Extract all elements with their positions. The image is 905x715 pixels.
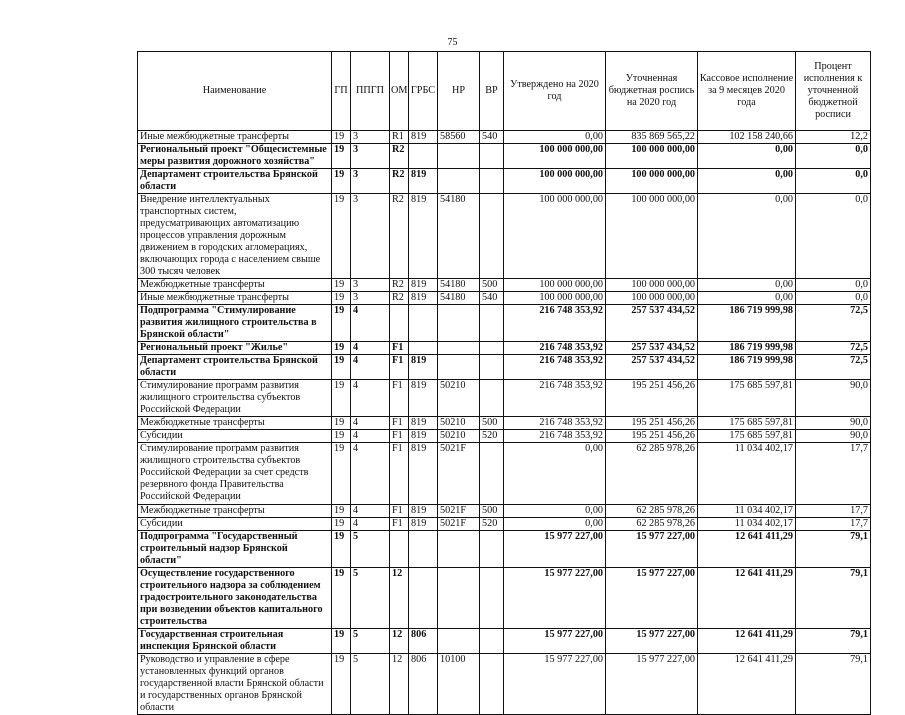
cell-refined: 100 000 000,00 (606, 279, 698, 292)
header-ppgp: ППГП (351, 52, 390, 131)
cell-refined: 100 000 000,00 (606, 194, 698, 279)
cell-om: R2 (390, 292, 409, 305)
cell-percent: 17,7 (796, 443, 871, 505)
cell-approved: 216 748 353,92 (504, 417, 606, 430)
cell-grbs: 819 (409, 505, 438, 518)
cell-vr (480, 305, 504, 342)
cell-gp: 19 (332, 430, 351, 443)
cell-np: 5021F (438, 443, 480, 505)
cell-approved: 0,00 (504, 518, 606, 531)
cell-gp: 19 (332, 380, 351, 417)
cell-ppgp: 3 (351, 194, 390, 279)
table-row (138, 194, 871, 279)
cell-vr (480, 355, 504, 380)
cell-vr (480, 654, 504, 715)
header-np: НР (438, 52, 480, 131)
cell-vr: 500 (480, 505, 504, 518)
cell-ppgp: 5 (351, 654, 390, 715)
cell-gp: 19 (332, 531, 351, 568)
budget-table (137, 51, 871, 715)
cell-approved: 100 000 000,00 (504, 279, 606, 292)
cell-refined: 100 000 000,00 (606, 292, 698, 305)
cell-np (438, 169, 480, 194)
cell-om (390, 305, 409, 342)
cell-vr (480, 443, 504, 505)
cell-name: Межбюджетные трансферты (138, 505, 332, 518)
cell-om: 12 (390, 654, 409, 715)
cell-grbs (409, 568, 438, 629)
cell-om: 12 (390, 568, 409, 629)
cell-approved: 0,00 (504, 131, 606, 144)
cell-gp: 19 (332, 629, 351, 654)
cell-grbs: 819 (409, 380, 438, 417)
cell-percent: 72,5 (796, 342, 871, 355)
cell-approved: 100 000 000,00 (504, 292, 606, 305)
cell-cash: 186 719 999,98 (698, 355, 796, 380)
cell-name: Департамент строительства Брянской области (138, 169, 332, 194)
cell-percent: 0,0 (796, 169, 871, 194)
cell-approved: 100 000 000,00 (504, 169, 606, 194)
table-row (138, 518, 871, 531)
cell-np (438, 144, 480, 169)
cell-vr (480, 568, 504, 629)
cell-name: Межбюджетные трансферты (138, 417, 332, 430)
cell-refined: 195 251 456,26 (606, 430, 698, 443)
cell-np: 50210 (438, 380, 480, 417)
header-row (138, 52, 871, 131)
cell-approved: 0,00 (504, 443, 606, 505)
cell-np: 54180 (438, 279, 480, 292)
cell-name: Субсидии (138, 430, 332, 443)
cell-approved: 100 000 000,00 (504, 194, 606, 279)
table-row (138, 629, 871, 654)
cell-grbs: 806 (409, 629, 438, 654)
cell-om: F1 (390, 430, 409, 443)
cell-name: Руководство и управление в сфере установленных функций органов государственной власти Брянской области и государственных органов Брянской области (138, 654, 332, 715)
cell-gp: 19 (332, 443, 351, 505)
cell-np: 54180 (438, 292, 480, 305)
cell-ppgp: 4 (351, 380, 390, 417)
cell-np (438, 342, 480, 355)
table-row (138, 505, 871, 518)
cell-percent: 17,7 (796, 505, 871, 518)
cell-name: Государственная строительная инспекция Брянской области (138, 629, 332, 654)
cell-grbs (409, 144, 438, 169)
cell-gp: 19 (332, 342, 351, 355)
cell-gp: 19 (332, 131, 351, 144)
header-refined: Уточненная бюджетная роспись на 2020 год (606, 52, 698, 131)
table-row (138, 279, 871, 292)
cell-vr: 520 (480, 430, 504, 443)
cell-cash: 12 641 411,29 (698, 654, 796, 715)
cell-ppgp: 3 (351, 169, 390, 194)
cell-percent: 0,0 (796, 194, 871, 279)
cell-name: Департамент строительства Брянской области (138, 355, 332, 380)
cell-om: R2 (390, 279, 409, 292)
cell-refined: 62 285 978,26 (606, 518, 698, 531)
cell-ppgp: 4 (351, 355, 390, 380)
cell-grbs: 819 (409, 194, 438, 279)
cell-om: F1 (390, 355, 409, 380)
cell-ppgp: 4 (351, 518, 390, 531)
cell-vr (480, 194, 504, 279)
cell-approved: 216 748 353,92 (504, 342, 606, 355)
table-row (138, 417, 871, 430)
cell-refined: 257 537 434,52 (606, 355, 698, 380)
cell-percent: 90,0 (796, 417, 871, 430)
cell-ppgp: 3 (351, 131, 390, 144)
cell-grbs: 819 (409, 292, 438, 305)
cell-cash: 0,00 (698, 169, 796, 194)
cell-vr (480, 380, 504, 417)
cell-cash: 175 685 597,81 (698, 430, 796, 443)
table-row (138, 654, 871, 715)
cell-name: Осуществление государственного строительного надзора за соблюдением градостроительного законодательства при возведении объектов капитального строительства (138, 568, 332, 629)
page-number: 75 (447, 37, 458, 48)
cell-om: R2 (390, 194, 409, 279)
table-row (138, 531, 871, 568)
cell-ppgp: 3 (351, 144, 390, 169)
cell-approved: 15 977 227,00 (504, 629, 606, 654)
cell-percent: 0,0 (796, 279, 871, 292)
cell-refined: 195 251 456,26 (606, 417, 698, 430)
cell-grbs: 806 (409, 654, 438, 715)
cell-refined: 15 977 227,00 (606, 654, 698, 715)
cell-om: F1 (390, 342, 409, 355)
cell-approved: 15 977 227,00 (504, 531, 606, 568)
cell-cash: 11 034 402,17 (698, 518, 796, 531)
cell-vr: 500 (480, 417, 504, 430)
cell-om: F1 (390, 505, 409, 518)
cell-percent: 12,2 (796, 131, 871, 144)
cell-refined: 100 000 000,00 (606, 169, 698, 194)
cell-vr (480, 169, 504, 194)
cell-np: 5021F (438, 518, 480, 531)
cell-name: Иные межбюджетные трансферты (138, 131, 332, 144)
cell-percent: 90,0 (796, 430, 871, 443)
cell-gp: 19 (332, 279, 351, 292)
cell-approved: 216 748 353,92 (504, 305, 606, 342)
cell-vr (480, 342, 504, 355)
cell-approved: 0,00 (504, 505, 606, 518)
cell-grbs: 819 (409, 417, 438, 430)
header-om: ОМ (390, 52, 409, 131)
cell-np: 50210 (438, 417, 480, 430)
header-name: Наименование (138, 52, 332, 131)
table-row (138, 169, 871, 194)
cell-np: 54180 (438, 194, 480, 279)
cell-om: R2 (390, 144, 409, 169)
cell-refined: 835 869 565,22 (606, 131, 698, 144)
cell-gp: 19 (332, 417, 351, 430)
cell-refined: 62 285 978,26 (606, 505, 698, 518)
cell-refined: 62 285 978,26 (606, 443, 698, 505)
cell-cash: 186 719 999,98 (698, 342, 796, 355)
cell-name: Внедрение интеллектуальных транспортных систем, предусматривающих автоматизацию процессов управления дорожным движением в городских агломерациях, включающих города с населением свыше 300 тысяч человек (138, 194, 332, 279)
cell-cash: 12 641 411,29 (698, 629, 796, 654)
table-row (138, 305, 871, 342)
table-row (138, 443, 871, 505)
table-row (138, 355, 871, 380)
cell-vr (480, 629, 504, 654)
cell-grbs: 819 (409, 443, 438, 505)
cell-gp: 19 (332, 169, 351, 194)
cell-percent: 17,7 (796, 518, 871, 531)
cell-ppgp: 5 (351, 531, 390, 568)
cell-gp: 19 (332, 568, 351, 629)
cell-grbs (409, 531, 438, 568)
cell-name: Региональный проект "Жилье" (138, 342, 332, 355)
table-row (138, 568, 871, 629)
header-percent: Процент исполнения к уточненной бюджетной росписи (796, 52, 871, 131)
header-vr: ВР (480, 52, 504, 131)
cell-ppgp: 4 (351, 305, 390, 342)
cell-percent: 0,0 (796, 144, 871, 169)
table-row (138, 430, 871, 443)
cell-gp: 19 (332, 518, 351, 531)
header-approved: Утверждено на 2020 год (504, 52, 606, 131)
cell-grbs: 819 (409, 355, 438, 380)
cell-cash: 12 641 411,29 (698, 531, 796, 568)
cell-vr (480, 144, 504, 169)
cell-refined: 195 251 456,26 (606, 380, 698, 417)
cell-name: Стимулирование программ развития жилищного строительства субъектов Российской Федерации (138, 380, 332, 417)
cell-np (438, 305, 480, 342)
cell-cash: 0,00 (698, 292, 796, 305)
cell-percent: 90,0 (796, 380, 871, 417)
cell-gp: 19 (332, 355, 351, 380)
cell-percent: 79,1 (796, 568, 871, 629)
cell-cash: 102 158 240,66 (698, 131, 796, 144)
cell-ppgp: 5 (351, 629, 390, 654)
cell-grbs: 819 (409, 169, 438, 194)
table-row (138, 292, 871, 305)
cell-percent: 72,5 (796, 355, 871, 380)
header-gp: ГП (332, 52, 351, 131)
cell-vr (480, 531, 504, 568)
cell-ppgp: 3 (351, 292, 390, 305)
cell-refined: 257 537 434,52 (606, 342, 698, 355)
header-cash: Кассовое исполнение за 9 месяцев 2020 года (698, 52, 796, 131)
cell-gp: 19 (332, 305, 351, 342)
cell-gp: 19 (332, 505, 351, 518)
cell-np (438, 629, 480, 654)
cell-name: Стимулирование программ развития жилищного строительства субъектов Российской Федерации за счет средств резервного фонда Правительства Российской Федерации (138, 443, 332, 505)
table-row (138, 131, 871, 144)
cell-om: R2 (390, 169, 409, 194)
cell-np (438, 355, 480, 380)
table-row (138, 342, 871, 355)
cell-cash: 0,00 (698, 194, 796, 279)
cell-cash: 175 685 597,81 (698, 380, 796, 417)
cell-np: 10100 (438, 654, 480, 715)
cell-percent: 79,1 (796, 654, 871, 715)
cell-percent: 79,1 (796, 629, 871, 654)
cell-vr: 540 (480, 292, 504, 305)
cell-cash: 12 641 411,29 (698, 568, 796, 629)
cell-name: Межбюджетные трансферты (138, 279, 332, 292)
cell-np (438, 568, 480, 629)
cell-ppgp: 4 (351, 342, 390, 355)
table-row (138, 144, 871, 169)
cell-grbs: 819 (409, 131, 438, 144)
cell-cash: 11 034 402,17 (698, 443, 796, 505)
cell-refined: 15 977 227,00 (606, 531, 698, 568)
cell-approved: 15 977 227,00 (504, 568, 606, 629)
cell-name: Региональный проект "Общесистемные меры развития дорожного хозяйства" (138, 144, 332, 169)
cell-grbs: 819 (409, 279, 438, 292)
cell-approved: 100 000 000,00 (504, 144, 606, 169)
cell-name: Субсидии (138, 518, 332, 531)
cell-refined: 100 000 000,00 (606, 144, 698, 169)
cell-gp: 19 (332, 654, 351, 715)
cell-om: F1 (390, 417, 409, 430)
cell-om: R1 (390, 131, 409, 144)
cell-gp: 19 (332, 194, 351, 279)
cell-ppgp: 4 (351, 443, 390, 505)
cell-refined: 15 977 227,00 (606, 568, 698, 629)
cell-percent: 0,0 (796, 292, 871, 305)
cell-om: F1 (390, 443, 409, 505)
cell-approved: 216 748 353,92 (504, 355, 606, 380)
cell-percent: 79,1 (796, 531, 871, 568)
cell-name: Подпрограмма "Государственный строительный надзор Брянской области" (138, 531, 332, 568)
cell-gp: 19 (332, 144, 351, 169)
cell-vr: 540 (480, 131, 504, 144)
cell-cash: 0,00 (698, 279, 796, 292)
cell-cash: 186 719 999,98 (698, 305, 796, 342)
cell-name: Подпрограмма "Стимулирование развития жилищного строительства в Брянской области" (138, 305, 332, 342)
cell-vr: 500 (480, 279, 504, 292)
table-row (138, 380, 871, 417)
cell-np (438, 531, 480, 568)
cell-approved: 216 748 353,92 (504, 430, 606, 443)
cell-approved: 15 977 227,00 (504, 654, 606, 715)
cell-percent: 72,5 (796, 305, 871, 342)
cell-cash: 175 685 597,81 (698, 417, 796, 430)
cell-ppgp: 4 (351, 417, 390, 430)
cell-grbs: 819 (409, 518, 438, 531)
cell-vr: 520 (480, 518, 504, 531)
cell-refined: 15 977 227,00 (606, 629, 698, 654)
cell-cash: 0,00 (698, 144, 796, 169)
header-grbs: ГРБС (409, 52, 438, 131)
cell-grbs (409, 342, 438, 355)
cell-ppgp: 4 (351, 505, 390, 518)
cell-om: F1 (390, 380, 409, 417)
cell-ppgp: 4 (351, 430, 390, 443)
cell-grbs: 819 (409, 430, 438, 443)
cell-ppgp: 5 (351, 568, 390, 629)
cell-om: F1 (390, 518, 409, 531)
cell-om (390, 531, 409, 568)
cell-ppgp: 3 (351, 279, 390, 292)
cell-np: 50210 (438, 430, 480, 443)
cell-refined: 257 537 434,52 (606, 305, 698, 342)
cell-om: 12 (390, 629, 409, 654)
cell-name: Иные межбюджетные трансферты (138, 292, 332, 305)
cell-approved: 216 748 353,92 (504, 380, 606, 417)
cell-np: 58560 (438, 131, 480, 144)
cell-cash: 11 034 402,17 (698, 505, 796, 518)
cell-gp: 19 (332, 292, 351, 305)
cell-np: 5021F (438, 505, 480, 518)
cell-grbs (409, 305, 438, 342)
